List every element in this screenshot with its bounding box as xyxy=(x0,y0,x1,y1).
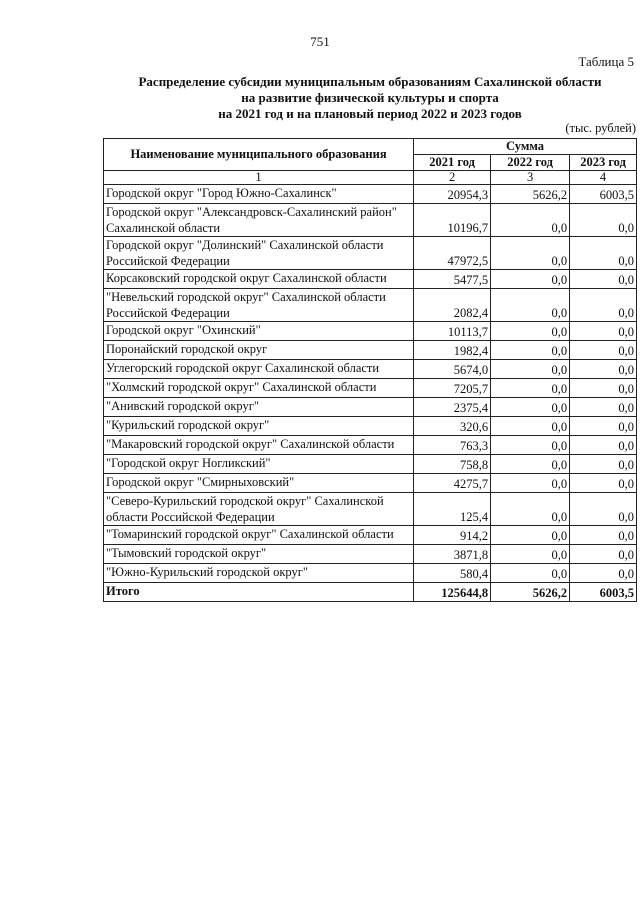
amount-2022: 0,0 xyxy=(491,474,570,493)
amount-2021: 758,8 xyxy=(414,455,491,474)
amount-2021: 2082,4 xyxy=(414,289,491,322)
amount-2021: 763,3 xyxy=(414,436,491,455)
table-row xyxy=(104,474,637,493)
column-index: 4 xyxy=(570,171,637,185)
amount-2021: 320,6 xyxy=(414,417,491,436)
amount-2023: 0,0 xyxy=(570,379,637,398)
units-label: (тыс. рублей) xyxy=(565,121,636,135)
table-row xyxy=(104,322,637,341)
amount-2021: 914,2 xyxy=(414,526,491,545)
amount-2021: 5477,5 xyxy=(414,270,491,289)
municipality-name: "Холмский городской округ" Сахалинской области xyxy=(104,379,414,398)
amount-2023: 0,0 xyxy=(570,289,637,322)
municipality-name: "Невельский городской округ" Сахалинской области Российской Федерации xyxy=(104,289,414,322)
amount-2021: 125,4 xyxy=(414,493,491,526)
amount-2021: 5674,0 xyxy=(414,360,491,379)
table-row xyxy=(104,237,637,270)
amount-2022: 0,0 xyxy=(491,341,570,360)
municipality-name: Поронайский городской округ xyxy=(104,341,414,360)
header-sum: Сумма xyxy=(414,139,637,155)
municipality-name: "Анивский городской округ" xyxy=(104,398,414,417)
municipality-name: "Курильский городской округ" xyxy=(104,417,414,436)
title-line-3: на 2021 год и на плановый период 2022 и 2023 годов xyxy=(218,106,522,121)
amount-2022: 0,0 xyxy=(491,526,570,545)
amount-2022: 0,0 xyxy=(491,322,570,341)
amount-2023: 0,0 xyxy=(570,237,637,270)
header-year-2021: 2021 год xyxy=(414,155,491,171)
header-year-2022: 2022 год xyxy=(491,155,570,171)
amount-2023: 0,0 xyxy=(570,545,637,564)
municipality-name: "Томаринский городской округ" Сахалинской области xyxy=(104,526,414,545)
table-row xyxy=(104,289,637,322)
amount-2023: 6003,5 xyxy=(570,185,637,204)
amount-2022: 0,0 xyxy=(491,417,570,436)
column-index: 3 xyxy=(491,171,570,185)
amount-2021: 2375,4 xyxy=(414,398,491,417)
header-year-2023: 2023 год xyxy=(570,155,637,171)
table-row xyxy=(104,185,637,204)
table-row xyxy=(104,204,637,237)
amount-2023: 0,0 xyxy=(570,436,637,455)
municipality-name: Городской округ "Смирныховский" xyxy=(104,474,414,493)
municipality-name: "Тымовский городской округ" xyxy=(104,545,414,564)
amount-2023: 0,0 xyxy=(570,360,637,379)
title-line-2: на развитие физической культуры и спорта xyxy=(241,90,499,105)
amount-2021: 3871,8 xyxy=(414,545,491,564)
municipality-name: "Северо-Курильский городской округ" Сахалинской области Российской Федерации xyxy=(104,493,414,526)
total-2022: 5626,2 xyxy=(491,583,570,602)
table-row xyxy=(104,526,637,545)
amount-2021: 10113,7 xyxy=(414,322,491,341)
subsidy-table xyxy=(103,138,637,602)
amount-2022: 0,0 xyxy=(491,270,570,289)
amount-2022: 0,0 xyxy=(491,379,570,398)
municipality-name: Углегорский городской округ Сахалинской области xyxy=(104,360,414,379)
amount-2021: 20954,3 xyxy=(414,185,491,204)
table-row xyxy=(104,436,637,455)
total-row xyxy=(104,583,637,602)
title-line-1: Распределение субсидии муниципальным образованиям Сахалинской области xyxy=(138,74,602,89)
table-row xyxy=(104,545,637,564)
amount-2023: 0,0 xyxy=(570,341,637,360)
table-row xyxy=(104,417,637,436)
municipality-name: Корсаковский городской округ Сахалинской области xyxy=(104,270,414,289)
municipality-name: "Городской округ Ногликский" xyxy=(104,455,414,474)
table-row xyxy=(104,379,637,398)
amount-2022: 0,0 xyxy=(491,455,570,474)
amount-2022: 0,0 xyxy=(491,436,570,455)
municipality-name: "Макаровский городской округ" Сахалинской области xyxy=(104,436,414,455)
column-index: 1 xyxy=(104,171,414,185)
amount-2022: 0,0 xyxy=(491,237,570,270)
amount-2022: 0,0 xyxy=(491,493,570,526)
total-2021: 125644,8 xyxy=(414,583,491,602)
amount-2022: 0,0 xyxy=(491,398,570,417)
table-row xyxy=(104,493,637,526)
table-row xyxy=(104,455,637,474)
amount-2022: 0,0 xyxy=(491,545,570,564)
amount-2022: 0,0 xyxy=(491,360,570,379)
amount-2022: 0,0 xyxy=(491,204,570,237)
column-index: 2 xyxy=(414,171,491,185)
amount-2023: 0,0 xyxy=(570,417,637,436)
amount-2021: 1982,4 xyxy=(414,341,491,360)
amount-2023: 0,0 xyxy=(570,493,637,526)
total-label: Итого xyxy=(104,583,414,602)
page-number: 751 xyxy=(310,34,330,49)
table-row xyxy=(104,564,637,583)
amount-2022: 0,0 xyxy=(491,289,570,322)
table-row xyxy=(104,270,637,289)
amount-2023: 0,0 xyxy=(570,455,637,474)
amount-2021: 580,4 xyxy=(414,564,491,583)
amount-2023: 0,0 xyxy=(570,564,637,583)
municipality-name: Городской округ "Долинский" Сахалинской области Российской Федерации xyxy=(104,237,414,270)
column-index-row xyxy=(104,171,637,185)
amount-2021: 7205,7 xyxy=(414,379,491,398)
amount-2023: 0,0 xyxy=(570,322,637,341)
table-row xyxy=(104,398,637,417)
municipality-name: "Южно-Курильский городской округ" xyxy=(104,564,414,583)
amount-2022: 5626,2 xyxy=(491,185,570,204)
total-2023: 6003,5 xyxy=(570,583,637,602)
municipality-name: Городской округ "Город Южно-Сахалинск" xyxy=(104,185,414,204)
table-label: Таблица 5 xyxy=(578,54,634,69)
table-row xyxy=(104,360,637,379)
amount-2021: 47972,5 xyxy=(414,237,491,270)
municipality-name: Городской округ "Охинский" xyxy=(104,322,414,341)
document-title xyxy=(100,74,640,122)
table-row xyxy=(104,341,637,360)
amount-2023: 0,0 xyxy=(570,270,637,289)
amount-2022: 0,0 xyxy=(491,564,570,583)
header-municipality: Наименование муниципального образования xyxy=(104,139,414,171)
amount-2023: 0,0 xyxy=(570,526,637,545)
amount-2023: 0,0 xyxy=(570,204,637,237)
amount-2023: 0,0 xyxy=(570,398,637,417)
amount-2021: 10196,7 xyxy=(414,204,491,237)
municipality-name: Городской округ "Александровск-Сахалинский район" Сахалинской области xyxy=(104,204,414,237)
amount-2023: 0,0 xyxy=(570,474,637,493)
amount-2021: 4275,7 xyxy=(414,474,491,493)
